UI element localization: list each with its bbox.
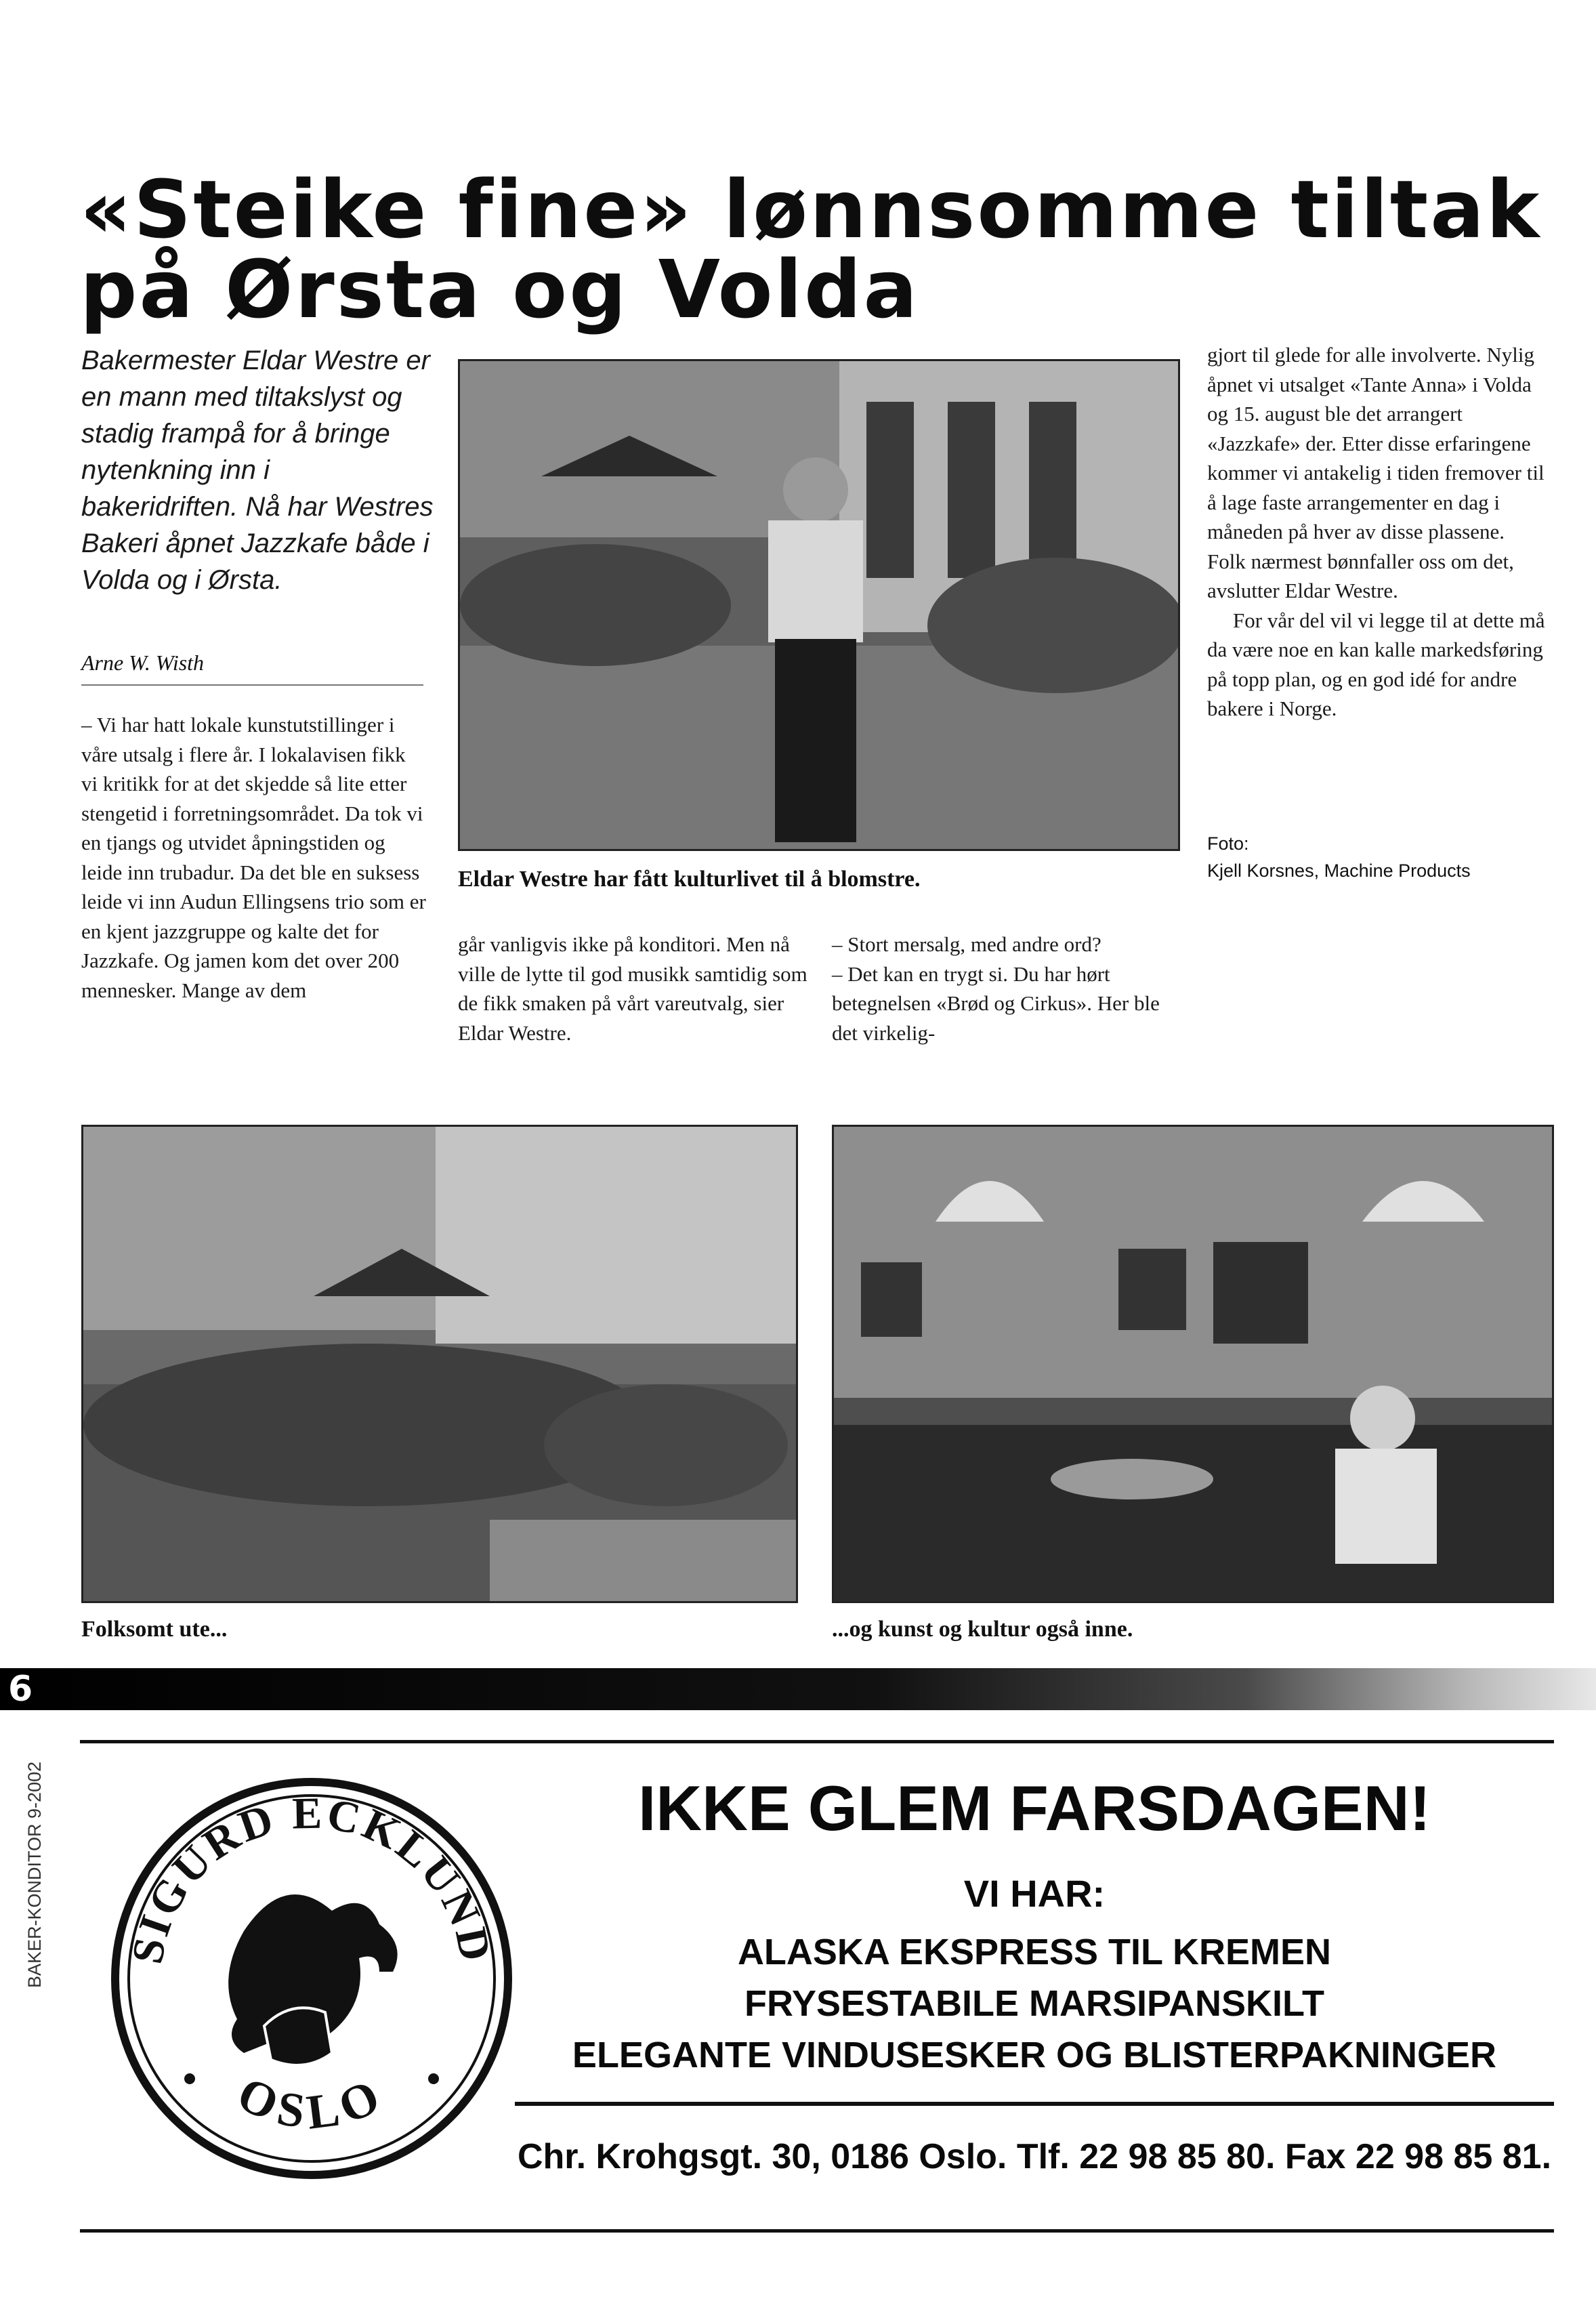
ad-contact-line: Chr. Krohgsgt. 30, 0186 Oslo. Tlf. 22 98 85 80. Fax 22 98 85 81. xyxy=(517,2137,1552,2176)
logo-top-text: SIGURD ECKLUND xyxy=(122,1788,501,1968)
photo-cafe-interior xyxy=(832,1125,1554,1603)
caption-top-photo: Eldar Westre har fått kulturlivet til å blomstre. xyxy=(458,867,921,892)
ad-item-2: FRYSESTABILE MARSIPANSKILT xyxy=(744,1983,1324,2024)
ad-item-3: ELEGANTE VINDUSESKER OG BLISTERPAKNINGER xyxy=(572,2035,1497,2075)
photo-outdoor-crowd xyxy=(81,1125,798,1603)
bear-logo-icon xyxy=(108,1755,515,2202)
svg-text:OSLO xyxy=(230,2066,394,2140)
ad-item-1: ALASKA EKSPRESS TIL KREMEN xyxy=(737,1932,1332,1972)
photo-eldar-westre xyxy=(458,359,1180,851)
article-byline: Arne W. Wisth xyxy=(81,649,423,686)
article-ingress: Bakermester Eldar Westre er en mann med tiltakslyst og stadig frampå for å bringe nytenkning inn i bakeridriften. Nå har Westres Bakeri åpnet Jazzkafe både i Volda og i Ørsta. xyxy=(81,346,434,595)
caption-right-photo: ...og kunst og kultur også inne. xyxy=(832,1617,1133,1642)
photo-cafe-interior-image xyxy=(834,1127,1552,1601)
magazine-issue-label: BAKER-KONDITOR 9-2002 xyxy=(24,1762,45,1989)
body-column-3 xyxy=(832,930,1184,1048)
photo-eldar-westre-image xyxy=(460,361,1178,849)
body-column-4 xyxy=(1207,340,1546,724)
photo-credit xyxy=(1207,830,1546,884)
ad-subhead: VI HAR: xyxy=(963,1872,1106,1915)
photo-credit-label: Foto: xyxy=(1207,833,1249,854)
ad-top-rule xyxy=(80,1740,1554,1743)
body-column-1 xyxy=(81,710,427,1005)
ad-headline: IKKE GLEM FARSDAGEN! xyxy=(638,1772,1431,1844)
page-number: 6 xyxy=(8,1669,33,1709)
caption-left-photo: Folksomt ute... xyxy=(81,1617,228,1642)
ad-bottom-rule xyxy=(80,2229,1554,2233)
body-paragraph: For vår del vil vi legge til at dette må da være noe en kan kalle markedsføring på topp plan, og en god idé for andre bakere i Norge. xyxy=(1207,608,1545,720)
body-paragraph: – Vi har hatt lokale kunstutstillinger i våre utsalg i flere år. I lokalavisen fikk vi kritikk for at det skjedde så lite etter stengetid i forretningsområdet. Da tok vi en tjangs og utvidet åpningstiden og leide inn trubadur. Da det ble en suksess leide vi inn Audun Ellingsens trio som er en kjent jazzgruppe og kalte det for Jazzkafe. Og jamen kom det over 200 mennesker. Mange av dem xyxy=(81,713,426,1002)
body-paragraph: går vanligvis ikke på konditori. Men nå ville de lytte til god musikk samtidig som de fikk smaken på vårt vareutvalg, sier Eldar Westre. xyxy=(458,932,807,1045)
ad-inner-rule xyxy=(515,2102,1554,2106)
headline-line-1: «Steike fine» lønnsomme tiltak xyxy=(80,163,1542,256)
body-paragraph: – Stort mersalg, med andre ord? xyxy=(832,932,1101,956)
headline-line-2: på Ørsta og Volda xyxy=(80,243,920,336)
photo-credit-names: Kjell Korsnes, Machine Products xyxy=(1207,861,1471,881)
article-headline xyxy=(80,163,1542,336)
body-paragraph: gjort til glede for alle involverte. Nylig åpnet vi utsalget «Tante Anna» i Volda og 15. august ble det arrangert «Jazzkafe» der. Etter disse erfaringene kommer vi antakelig i tiden fremover til å lage faste arrangementer en dag i måneden på hver av disse plassene. Folk nærmest bønnfaller oss om det, avslutter Eldar Westre. xyxy=(1207,343,1545,602)
logo-bottom-text: OSLO xyxy=(229,2066,394,2140)
body-column-2 xyxy=(458,930,810,1048)
photo-outdoor-crowd-image xyxy=(83,1127,796,1601)
sigurd-ecklund-logo xyxy=(108,1755,515,2202)
page-footer-band xyxy=(0,1668,1596,1710)
body-paragraph: – Det kan en trygt si. Du har hørt betegnelsen «Brød og Cirkus». Her ble det virkelig- xyxy=(832,961,1160,1045)
